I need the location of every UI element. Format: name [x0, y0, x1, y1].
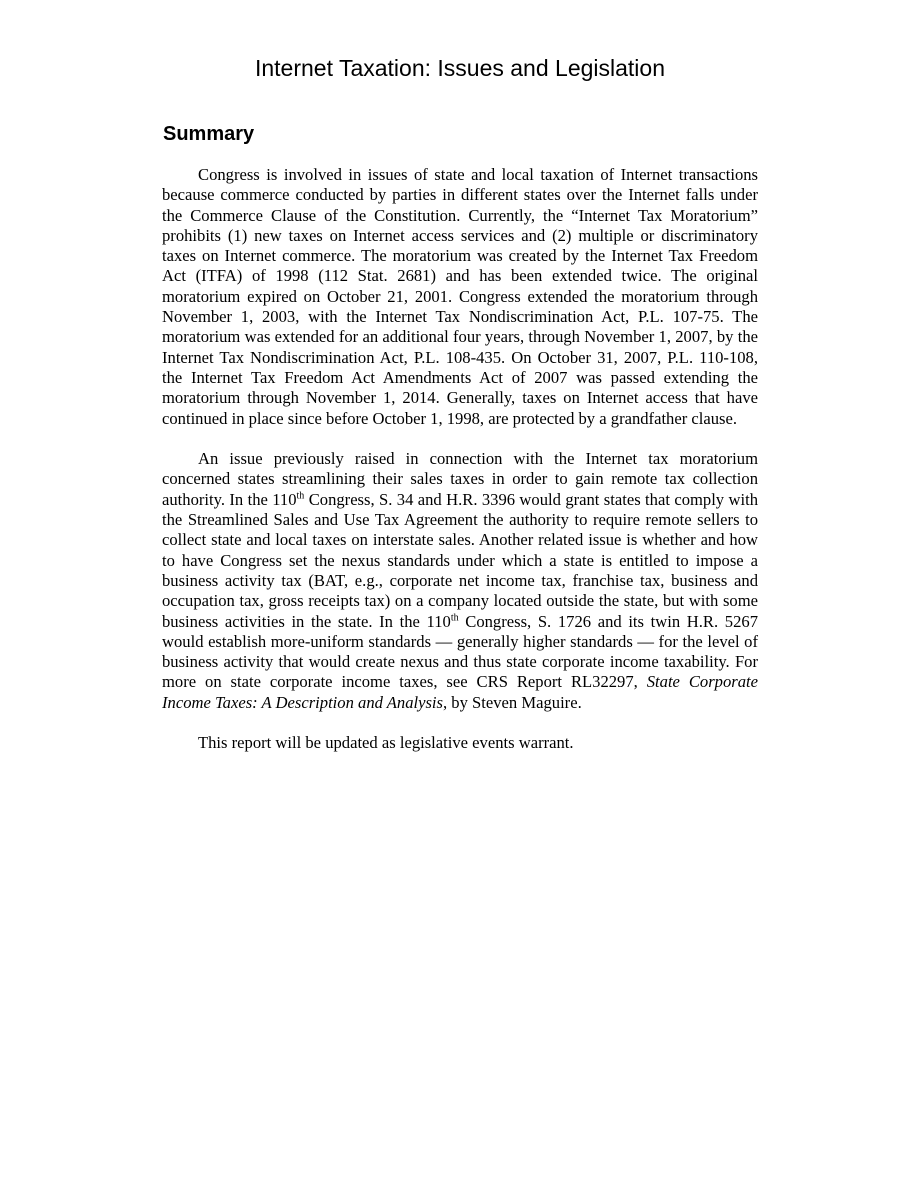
paragraph-text: An issue previously raised in connection with the Internet tax moratorium concerned states streamlining their sales taxes in order to gain remote tax collection authority. In the 110 [162, 449, 758, 509]
section-heading-summary: Summary [163, 123, 255, 145]
ordinal-suffix: th [450, 612, 459, 623]
report-title: Internet Taxation: Issues and Legislation [254, 55, 665, 81]
paragraph-streamlining [162, 449, 758, 713]
paragraph-text: , by Steven Maguire. [443, 692, 582, 712]
paragraph-moratorium: Congress is involved in issues of state and local taxation of Internet transactions because commerce conducted by parties in different states over the Internet falls under the Commerce Clause of the Constitution. Currently, the “Internet Tax Moratorium” prohibits (1) new taxes on Internet access services and (2) multiple or discriminatory taxes on Internet commerce. The moratorium was created by the Internet Tax Freedom Act (ITFA) of 1998 (112 Stat. 2681) and has been extended twice. The original moratorium expired on October 21, 2001. Congress extended the moratorium through November 1, 2003, with the Internet Tax Nondiscrimination Act, P.L. 107-75. The moratorium was extended for an additional four years, through November 1, 2007, by the Internet Tax Nondiscrimination Act, P.L. 108-435. On October 31, 2007, P.L. 110-108, the Internet Tax Freedom Act Amendments Act of 2007 was passed extending the moratorium through November 1, 2014. Generally, taxes on Internet access that have continued in place since before October 1, 1998, are protected by a grandfather clause. [162, 165, 758, 428]
report-title-reference: State Corporate Income Taxes: A Description and Analysis [162, 672, 758, 712]
paragraph-text: Congress, S. 34 and H.R. 3396 would grant states that comply with the Streamlined Sales and Use Tax Agreement the authority to require remote sellers to collect state and local taxes on interstate sales. Another related issue is whether and how to have Congress set the nexus standards under which a state is entitled to impose a business activity tax (BAT, e.g., corporate net income tax, franchise tax, business and occupation tax, gross receipts tax) on a company located outside the state, but with some business activities in the state. In the 110 [162, 489, 758, 631]
paragraph-update-note: This report will be updated as legislative events warrant. [198, 733, 574, 753]
summary-body [162, 165, 758, 754]
paragraph-text: Congress, S. 1726 and its twin H.R. 5267 would establish more-uniform standards — generally higher standards — for the level of business activity that would create nexus and thus state corporate income taxability. For more on state corporate income taxes, see CRS Report RL32297, [162, 611, 758, 692]
ordinal-suffix: th [296, 490, 305, 502]
